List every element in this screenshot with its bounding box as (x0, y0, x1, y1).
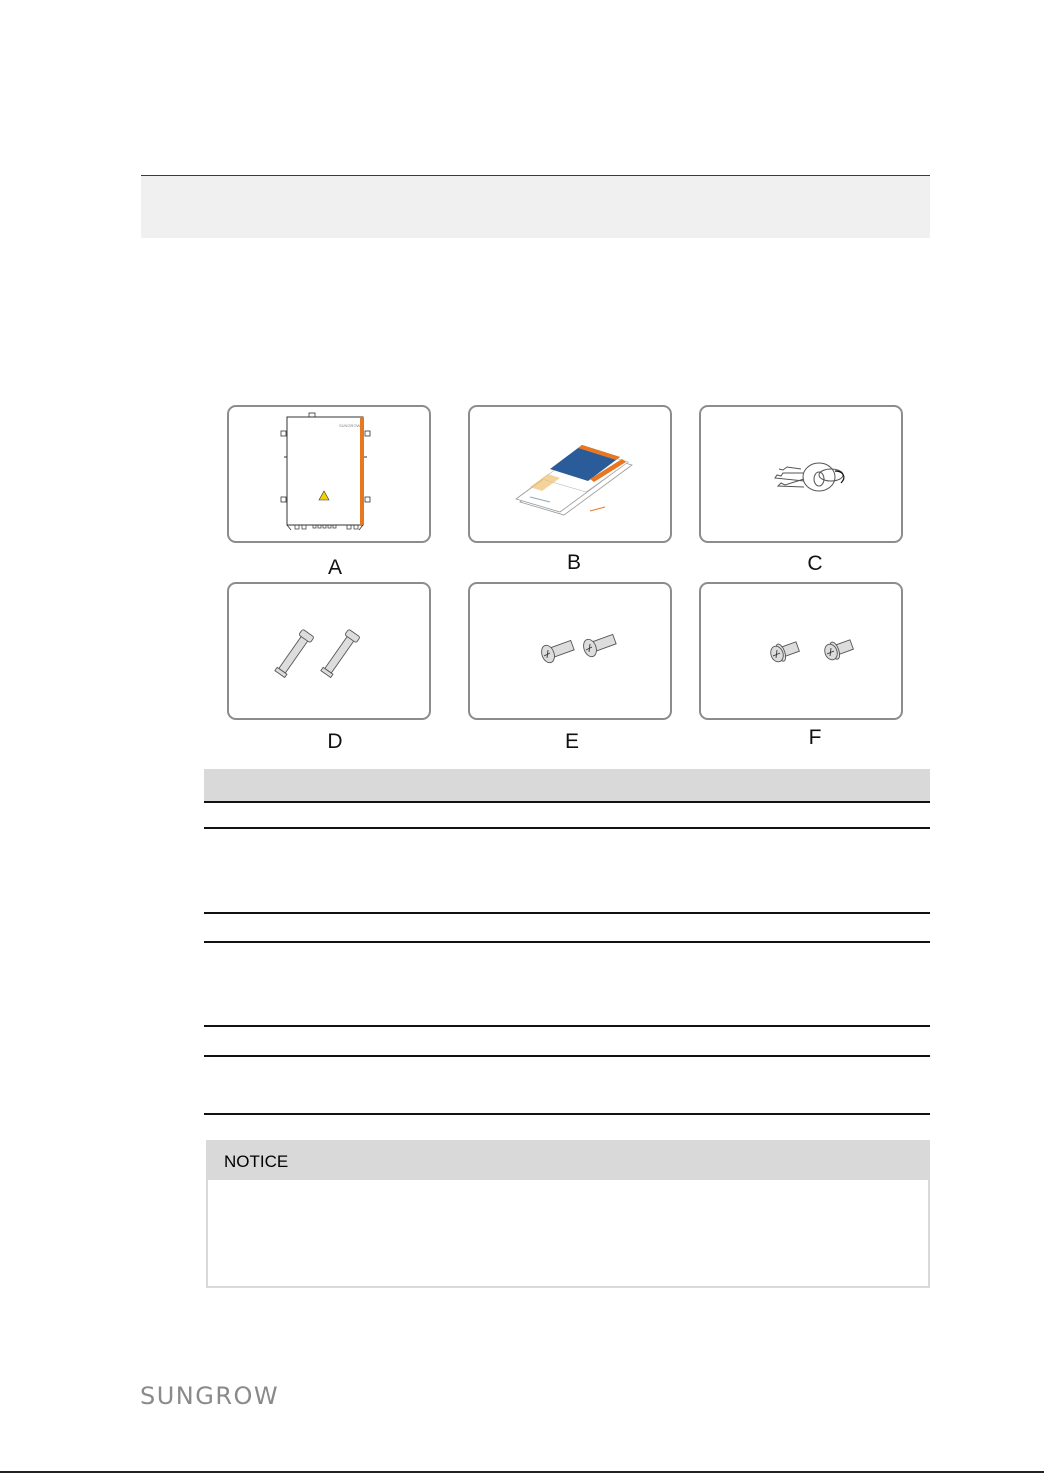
table-rule (204, 801, 930, 803)
table-rule (204, 1113, 930, 1115)
table-header (204, 769, 930, 802)
svg-text:SUNGROW: SUNGROW (339, 423, 361, 428)
table-rule (204, 912, 930, 914)
item-a-box (227, 405, 431, 543)
item-label: C (807, 552, 823, 575)
item-c-box (699, 405, 903, 543)
item-label: A (327, 556, 342, 579)
notice-box (206, 1140, 930, 1288)
table-rule (204, 941, 930, 943)
table-rule (204, 1055, 930, 1057)
screws-icon (470, 584, 674, 722)
notice-title: NOTICE (224, 1152, 289, 1171)
brand-wordmark: SUNGROW (140, 1382, 280, 1409)
footer-rule (0, 1471, 1044, 1473)
combiner-box-icon (229, 407, 433, 545)
item-label: F (808, 726, 822, 749)
item-d-box (227, 582, 431, 720)
sungrow-logo (140, 1381, 296, 1414)
table-rule (204, 1025, 930, 1027)
screws-with-washer-icon (701, 584, 905, 722)
keys-icon (701, 407, 905, 545)
item-b-box (468, 405, 672, 543)
item-label: B (566, 551, 581, 574)
item-f-box (699, 582, 903, 720)
expansion-bolts-icon (229, 584, 433, 722)
table-rule (204, 827, 930, 829)
item-label: D (327, 730, 343, 753)
sungrow-logo-icon (140, 1381, 296, 1409)
item-label: E (564, 730, 579, 753)
item-e-box (468, 582, 672, 720)
notice-header (208, 1142, 928, 1180)
documents-icon (470, 407, 674, 545)
